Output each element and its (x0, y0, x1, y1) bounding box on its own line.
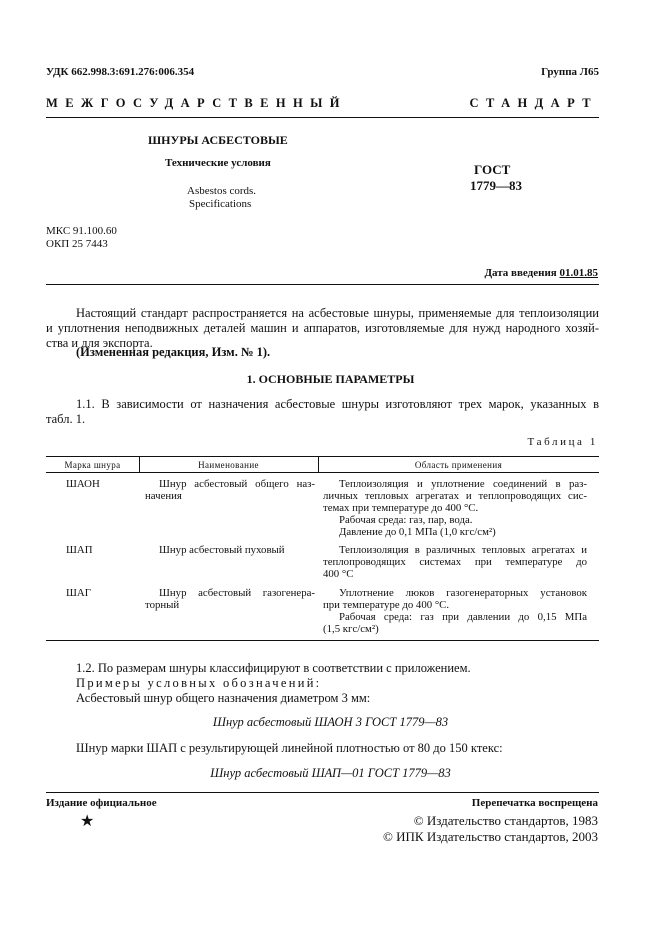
official-edition: Издание официальное (46, 797, 157, 809)
gost-number: 1779—83 (470, 178, 522, 193)
row-1-name-line-1: Шнур асбестовый общего наз- (159, 478, 315, 490)
row-1-app-line-4: Рабочая среда: газ, пар, вода. (339, 514, 473, 526)
row-3-name-line-1: Шнур асбестовый газогенера- (159, 587, 315, 599)
table-caption: Таблица 1 (527, 436, 598, 448)
english-title-line1: Asbestos cords. (187, 185, 257, 197)
header-rule (46, 117, 599, 118)
row-1-app-line-3: темах при температуре до 400 °С. (323, 502, 479, 514)
english-title-line2: Specifications (189, 198, 252, 210)
row-2-mark: ШАП (66, 544, 93, 556)
section-1-heading: 1. ОСНОВНЫЕ ПАРАМЕТРЫ (246, 372, 415, 386)
example-1-designation: Шнур асбестовый ШАОН 3 ГОСТ 1779—83 (212, 715, 449, 729)
example-2-text: Шнур марки ШАП с результирующей линейной плотностью от 80 до 150 ктекс: (76, 741, 503, 755)
table-header-name: Наименование (198, 460, 259, 470)
introduction-date (484, 267, 598, 279)
example-2-designation: Шнур асбестовый ШАП—01 ГОСТ 1779—83 (210, 766, 451, 780)
row-2-app-line-3: 400 °С (323, 568, 354, 580)
row-1-app-line-1: Теплоизоляция и уплотнение соединений в раз- (339, 478, 587, 490)
row-1-app-line-2: личных тепловых агрегатах и теплопроводящих сис- (323, 490, 587, 502)
row-2-app-line-2: теплопроводящих системах при температуре до (323, 556, 587, 568)
table-header-application: Область применения (414, 460, 503, 470)
table-header-mark: Марка шнура (64, 460, 121, 470)
standard-type: МЕЖГОСУДАРСТВЕННЫЙ СТАНДАРТ (46, 96, 598, 110)
example-1-text: Асбестовый шнур общего назначения диаметром 3 мм: (76, 691, 371, 705)
intro-date-value: 01.01.85 (559, 267, 598, 279)
document-subtitle: Технические условия (165, 157, 271, 169)
udk-code: УДК 662.998.3:691.276:006.354 (46, 66, 195, 78)
table-bottom-rule (46, 640, 599, 641)
intro-line-3: ства и для экспорта. (46, 336, 153, 350)
copyright-2003: © ИПК Издательство стандартов, 2003 (383, 829, 598, 844)
amendment-note: (Измененная редакция, Изм. № 1). (76, 345, 271, 359)
row-3-name-line-2: торный (145, 599, 180, 611)
row-1-mark: ШАОН (66, 478, 100, 490)
row-3-app-line-1: Уплотнение люков газогенераторных установок (339, 587, 587, 599)
row-1-name-line-2: начения (145, 490, 182, 502)
gost-label: ГОСТ (474, 162, 511, 177)
row-3-app-line-3: Рабочая среда: газ при давлении до 0,15 МПа (339, 611, 587, 623)
row-1-app-line-5: Давление до 0,1 МПа (1,0 кгс/см²) (339, 526, 496, 538)
row-2-name-line-1: Шнур асбестовый пуховый (159, 544, 285, 556)
row-3-app-line-2: при температуре до 400 °С. (323, 599, 450, 611)
paragraph-1-1-line-1: 1.1. В зависимости от назначения асбестовые шнуры изготовляют трех марок, указанных в (76, 397, 599, 411)
table-top-rule (46, 456, 599, 457)
intro-line-2: и уплотнения неподвижных деталей машин и аппаратов, изготовляемые для нужд народного хозяй- (46, 321, 599, 335)
star-icon: ★ (80, 813, 95, 830)
document-title: ШНУРЫ АСБЕСТОВЫЕ (148, 133, 288, 147)
paragraph-1-2: 1.2. По размерам шнуры классифицируют в соответствии с приложением. (76, 661, 471, 675)
intro-date-label: Дата введения (484, 267, 557, 279)
row-3-mark: ШАГ (66, 587, 91, 599)
footer-rule (46, 792, 599, 793)
paragraph-1-1-line-2: табл. 1. (46, 412, 86, 426)
okp-code: ОКП 25 7443 (46, 238, 108, 250)
row-3-app-line-4: (1,5 кгс/см²) (323, 623, 379, 635)
mks-code: МКС 91.100.60 (46, 225, 117, 237)
examples-heading: Примеры условных обозначений: (76, 676, 322, 690)
intro-line-1: Настоящий стандарт распространяется на асбестовые шнуры, применяемые для теплоизоляции (76, 306, 599, 320)
reprint-prohibited: Перепечатка воспрещена (471, 797, 598, 809)
row-2-app-line-1: Теплоизоляция в различных тепловых агрегатах и (339, 544, 587, 556)
table-header-rule (46, 472, 599, 473)
copyright-1983: © Издательство стандартов, 1983 (413, 813, 598, 828)
title-block-rule (46, 284, 599, 285)
group-code: Группа Л65 (541, 66, 599, 78)
